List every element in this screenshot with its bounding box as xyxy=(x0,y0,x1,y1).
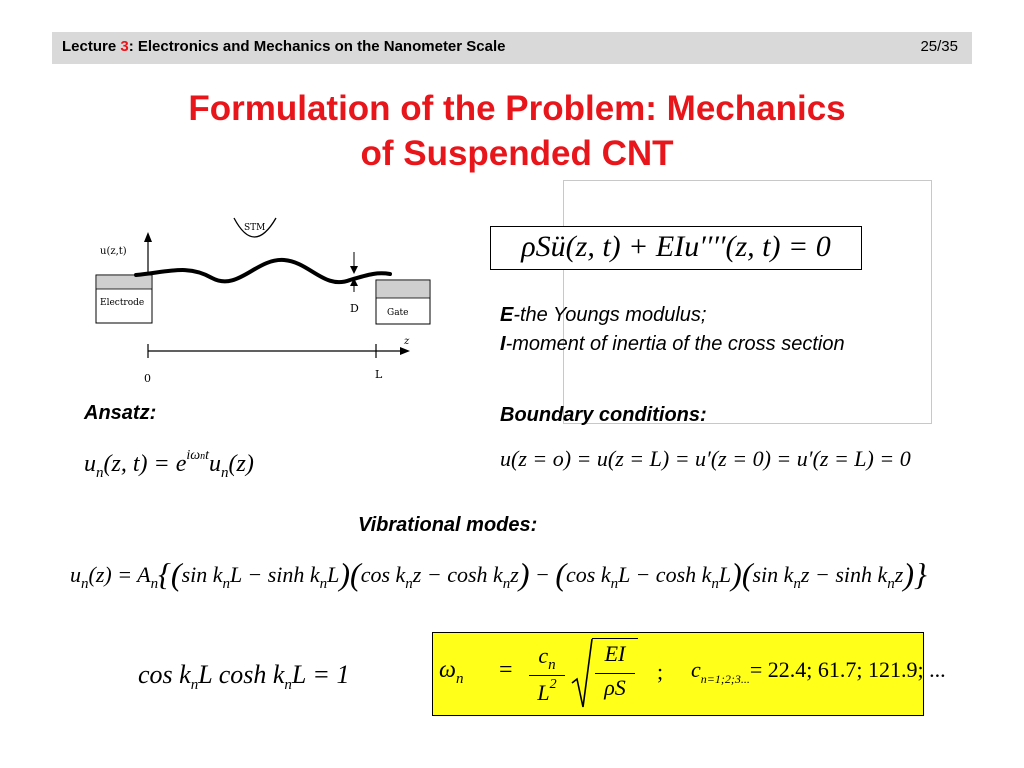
omega-c: c xyxy=(538,643,549,668)
lecture-title xyxy=(62,38,505,55)
modes-equation: $u_n(z) = A_n\{(\sin$ $k_nL - \sinh k_nL)(\cos$ $k_nz - \cosh k_nz) - (\cos$ $k_nL - \cosh k_nL)(\sin$ $k_nz - \sinh k_nz$)} xyxy=(70,556,927,592)
slide-title-line2: of Suspended CNT xyxy=(360,134,674,173)
frequency-equation xyxy=(138,660,349,694)
omega-equals: = xyxy=(499,657,513,683)
slide-title-line1: Formulation of the Problem: Mechanics xyxy=(188,89,846,128)
z-axis-arrow xyxy=(400,347,410,355)
u-axis-label: u(z,t) xyxy=(100,246,127,257)
gate-label: Gate xyxy=(387,308,409,318)
omega-denominator xyxy=(529,677,565,706)
def-e-text: -the Youngs modulus; xyxy=(513,304,707,326)
gate-cap xyxy=(376,280,430,298)
modes-lhs-args: (z) = A xyxy=(88,562,151,587)
modes-t8: L − cosh k xyxy=(618,562,712,587)
modes-t9: L xyxy=(718,562,732,587)
sqrt-denominator: ρS xyxy=(604,675,626,700)
freq-p2: L cosh k xyxy=(198,660,285,689)
c-values xyxy=(691,657,946,687)
omega-fraction-bar xyxy=(529,675,565,676)
omega-l-exp: 2 xyxy=(549,677,557,692)
eq-args2: (z, t) = 0 xyxy=(725,230,831,263)
lecture-suffix: : Electronics and Mechanics on the Nanometer Scale xyxy=(128,38,506,55)
modes-t12: z xyxy=(894,562,904,587)
lecture-number: 3 xyxy=(120,38,129,55)
modes-u: u xyxy=(70,562,81,587)
modes-t4n: n xyxy=(405,576,413,592)
ansatz-n: n xyxy=(96,465,104,481)
modes-t5n: n xyxy=(502,576,511,592)
omega-c-n: n xyxy=(548,657,556,673)
equation-of-motion xyxy=(490,226,862,270)
header-bar xyxy=(52,32,972,64)
ansatz-exp-omega: iω xyxy=(186,448,201,463)
c2-subscript: n=1;2;3... xyxy=(700,672,750,686)
freq-n1: n xyxy=(190,677,199,693)
def-e-symbol: E xyxy=(500,304,514,326)
d-label: D xyxy=(350,302,359,315)
def-i-text: -moment of inertia of the cross section xyxy=(505,333,845,355)
modes-t6: z xyxy=(510,562,519,587)
modes-t1n: n xyxy=(222,576,231,592)
ansatz-args: (z, t) = e xyxy=(103,451,187,477)
boundary-label: Boundary conditions: xyxy=(500,404,707,426)
ansatz-u2: u xyxy=(209,451,222,477)
u-axis-arrow xyxy=(144,232,152,242)
ansatz-exp-n: n xyxy=(200,451,206,462)
decorative-frame xyxy=(563,180,932,424)
boundary-equation: u(z = o) = u(z = L) = u′(z = 0) = u′(z = L) = 0 xyxy=(500,446,911,471)
modes-t10: sin k xyxy=(752,562,794,587)
modes-t3: L xyxy=(327,562,340,587)
eq-u-ddot: ü xyxy=(550,230,566,263)
c2-values: = 22.4; 61.7; 121.9; ... xyxy=(749,657,946,682)
page-number: 25/35 xyxy=(920,38,958,55)
omega-numerator xyxy=(529,643,565,674)
ansatz-equation xyxy=(84,448,254,482)
eq-s: S xyxy=(535,230,551,263)
d-arrow-top xyxy=(350,266,358,274)
z-label: z xyxy=(404,336,410,347)
modes-t10n: n xyxy=(793,576,801,592)
modes-t11: z − sinh k xyxy=(800,562,888,587)
lecture-prefix: Lecture xyxy=(62,38,121,55)
eq-args1: (z, t) + xyxy=(565,230,656,263)
modes-t11n: n xyxy=(887,576,895,592)
eigenfrequency-box xyxy=(432,632,946,716)
c2-symbol: c xyxy=(691,657,701,682)
modes-t2: L − sinh k xyxy=(230,562,320,587)
electrode-cap xyxy=(96,275,152,289)
ansatz-label: Ansatz: xyxy=(84,402,157,424)
sqrt-sign xyxy=(571,637,593,711)
ansatz-exp-t: t xyxy=(205,448,210,463)
modes-t8n: n xyxy=(711,576,719,592)
eq-rho: ρ xyxy=(521,230,536,263)
modes-t5: z − cosh k xyxy=(412,562,503,587)
modes-a-n: n xyxy=(150,576,159,592)
modes-t7: cos k xyxy=(566,562,611,587)
modes-t4: cos k xyxy=(360,562,406,587)
freq-n2: n xyxy=(284,677,292,693)
sqrt-fraction-bar xyxy=(595,673,635,674)
freq-p1: cos k xyxy=(138,660,191,689)
freq-p3: L = 1 xyxy=(291,660,350,689)
nanotube-curve xyxy=(136,260,390,282)
zero-label: 0 xyxy=(144,372,151,385)
modes-label: Vibrational modes: xyxy=(358,514,538,536)
electrode-label: Electrode xyxy=(100,298,145,308)
def-moment-of-inertia xyxy=(500,333,845,356)
modes-t2n: n xyxy=(319,576,328,592)
sqrt-numerator: EI xyxy=(604,641,626,666)
ansatz-args2: (z) xyxy=(228,451,254,477)
def-i-symbol: I xyxy=(500,333,506,355)
slide-title xyxy=(60,86,974,176)
stm-label: STM xyxy=(244,223,266,233)
modes-t7n: n xyxy=(610,576,619,592)
ansatz-exponent xyxy=(186,448,209,463)
omega-l: L xyxy=(537,680,550,705)
modes-t1: sin k xyxy=(181,562,223,587)
def-youngs-modulus xyxy=(500,304,706,327)
omega-semicolon: ; xyxy=(657,659,664,684)
l-label: L xyxy=(375,368,383,381)
modes-minus: − xyxy=(529,562,556,587)
cnt-diagram xyxy=(88,208,448,393)
ansatz-u: u xyxy=(84,451,96,477)
omega-symbol: ω xyxy=(439,657,456,683)
sqrt-overline xyxy=(592,638,638,639)
modes-u-n: n xyxy=(81,576,89,592)
eq-primes: ′′′′ xyxy=(699,230,726,263)
omega-n: n xyxy=(455,671,464,687)
ansatz-n2: n xyxy=(221,465,229,481)
omega-lhs xyxy=(439,657,463,688)
eq-eiu: EIu xyxy=(655,230,700,263)
